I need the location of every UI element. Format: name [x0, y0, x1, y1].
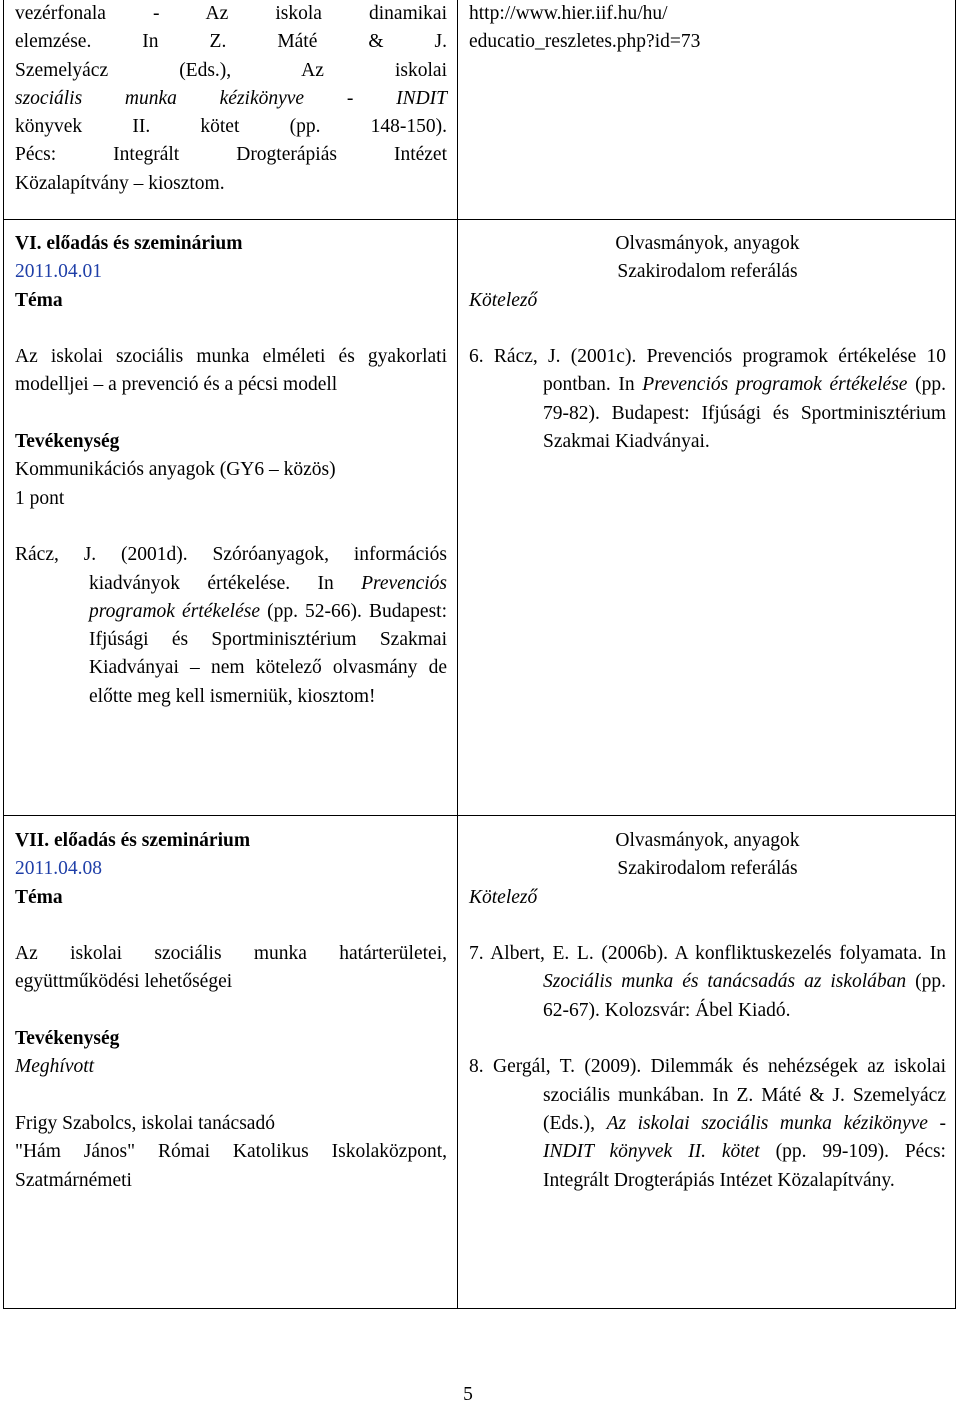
literature-review-heading: Szakirodalom referálás [617, 858, 798, 880]
session-6-activity: Kommunikációs anyagok (GY6 – közös) [15, 459, 336, 481]
mandatory-label: Kötelező [469, 886, 538, 908]
page-number: 5 [463, 1384, 473, 1405]
reference-6: 6. Rácz, J. (2001c). Prevenciós programok értékelése 10 pontban. In Prevenciós programok értékelése (pp. 79-82). Budapest: Ifjúsági és Sportminisztérium Szakmai Kiadványai. [469, 346, 947, 453]
session-7-heading: VII. előadás és szeminárium [15, 830, 251, 851]
tema-label: Téma [15, 886, 63, 908]
ref-cont-line: Szemelyácz (Eds.), Az iskolai [15, 59, 447, 81]
ref-cont-line: könyvek II. kötet (pp. 148-150). [15, 116, 447, 138]
literature-review-heading: Szakirodalom referálás [617, 261, 798, 283]
session-6-date: 2011.04.01 [15, 261, 103, 283]
readings-heading: Olvasmányok, anyagok [615, 830, 800, 851]
row-divider-1 [3, 219, 956, 220]
tema-label: Téma [15, 289, 63, 311]
session-6-readings [469, 230, 946, 456]
row-divider-2 [3, 815, 956, 816]
session-7-readings [469, 827, 946, 1195]
reference-url[interactable] [469, 0, 946, 57]
session-6-note: Rácz, J. (2001d). Szóróanyagok, információs kiadványok értékelése. In Prevenciós programok értékelése (pp. 52-66). Budapest: Ifjúsági és Sportminisztérium Szakmai Kiadványai – nem kötelező olvasmány de előtte meg kell ismerniük, kiosztom! [15, 544, 447, 707]
ref-cont-line: elemzése. In Z. Máté & J. [15, 31, 447, 53]
reference-8: 8. Gergál, T. (2009). Dilemmák és nehézségek az iskolai szociális munkában. In Z. Máté & J. Szemelyácz (Eds.), Az iskolai szociális munka kézikönyve - INDIT könyvek II. kötet (pp. 99-109). Pécs: Integrált Drogterápiás Intézet Közalapítvány. [469, 1056, 947, 1191]
guest-affiliation: "Hám János" Római Katolikus Iskolaközpont, Szatmárnémeti [15, 1141, 447, 1191]
session-6-heading: VI. előadás és szeminárium [15, 233, 243, 254]
invited-label: Meghívott [15, 1056, 95, 1078]
ref-cont-line: Közalapítvány – kiosztom. [15, 172, 225, 194]
session-6-topic: Az iskolai szociális munka elméleti és gyakorlati modelljei – a prevenció és a pécsi modell [15, 346, 447, 396]
ref-cont-line: szociális munka kézikönyve - INDIT [15, 87, 447, 109]
activity-label: Tevékenység [15, 431, 120, 453]
mandatory-label: Kötelező [469, 289, 538, 311]
session-7-topic: Az iskolai szociális munka határterületei, együttműködési lehetőségei [15, 943, 447, 993]
session-6-details [15, 230, 447, 711]
reference-7: 7. Albert, E. L. (2006b). A konfliktuskezelés folyamata. In Szociális munka és tanácsadás az iskolában (pp. 62-67). Kolozsvár: Ábel Kiadó. [469, 943, 946, 1021]
session-7-date: 2011.04.08 [15, 858, 103, 880]
session-6-points: 1 pont [15, 487, 65, 509]
ref-cont-line: vezérfonala - Az iskola dinamikai [15, 3, 447, 24]
url-line-1[interactable]: http://www.hier.iif.hu/hu/ [469, 3, 668, 24]
url-line-2[interactable]: educatio_reszletes.php?id=73 [469, 31, 701, 53]
ref-cont-line: Pécs: Integrált Drogterápiás Intézet [15, 144, 447, 166]
activity-label: Tevékenység [15, 1028, 120, 1050]
previous-reference-continuation [15, 0, 447, 198]
readings-heading: Olvasmányok, anyagok [615, 233, 800, 254]
session-7-details [15, 827, 447, 1195]
column-divider [457, 0, 458, 1309]
guest-name: Frigy Szabolcs, iskolai tanácsadó [15, 1112, 275, 1134]
